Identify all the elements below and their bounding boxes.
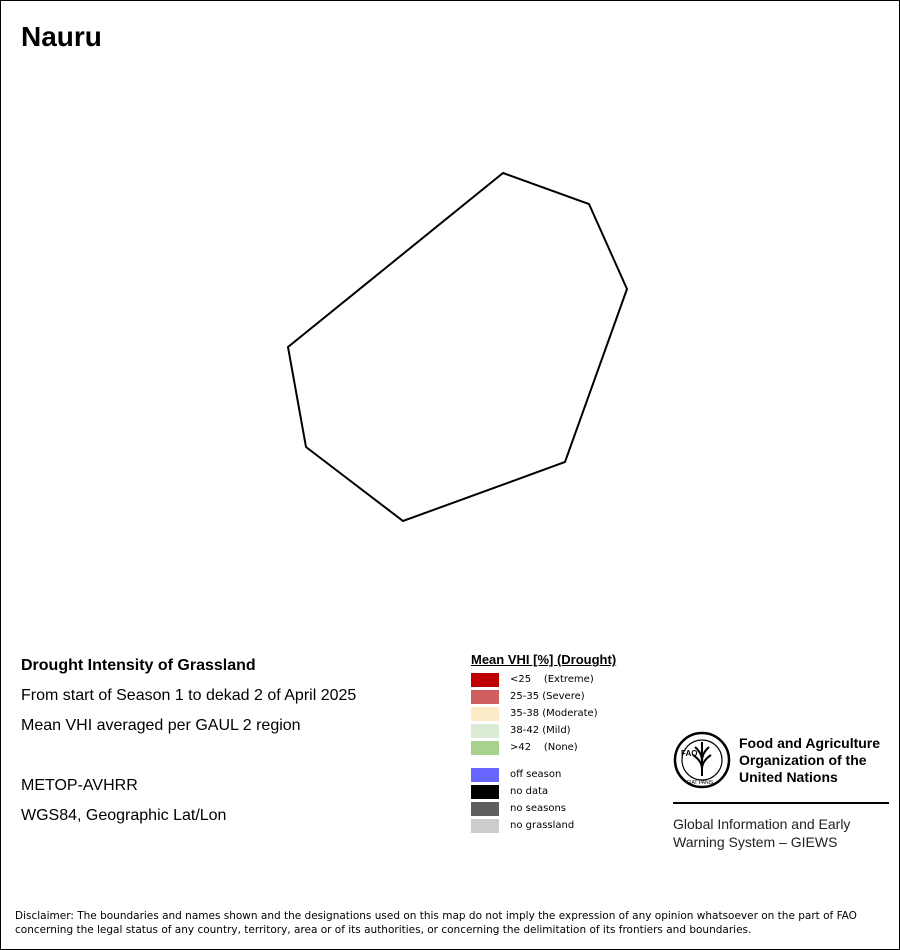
legend-item (471, 768, 671, 782)
legend-item (471, 690, 671, 704)
legend-label: no seasons (510, 803, 567, 814)
map-period: From start of Season 1 to dekad 2 of April 2025 (21, 687, 357, 704)
fao-logo-letters: FAO (681, 749, 698, 758)
legend-title: Mean VHI [%] (Drought) (471, 652, 617, 667)
legend-label: 38-42 (Mild) (510, 725, 571, 736)
fao-logo-icon (673, 731, 731, 789)
map-canvas (1, 1, 899, 641)
legend-swatch (471, 785, 499, 799)
legend-swatch (471, 819, 499, 833)
legend (471, 652, 671, 842)
legend-swatch (471, 802, 499, 816)
legend-swatch (471, 768, 499, 782)
map-sensor: METOP-AVHRR (21, 777, 138, 794)
legend-swatch (471, 707, 499, 721)
legend-swatch (471, 724, 499, 738)
legend-item (471, 724, 671, 738)
legend-swatch (471, 741, 499, 755)
legend-item (471, 741, 671, 755)
legend-item (471, 673, 671, 687)
legend-label: 35-38 (Moderate) (510, 708, 598, 719)
fao-divider (673, 802, 889, 804)
legend-swatch (471, 690, 499, 704)
nauru-boundary (288, 173, 627, 521)
legend-label: off season (510, 769, 562, 780)
map-subject-title: Drought Intensity of Grassland (21, 657, 256, 674)
giews-name: Global Information and Early Warning System – GIEWS (673, 816, 851, 850)
map-projection: WGS84, Geographic Lat/Lon (21, 807, 227, 824)
fao-organization-name: Food and Agriculture Organization of the United Nations (739, 735, 881, 785)
legend-swatch (471, 673, 499, 687)
legend-label: no grassland (510, 820, 575, 831)
fao-logo-motto: FIAT PANIS (687, 780, 714, 786)
legend-label: >42 (None) (510, 742, 578, 753)
legend-item (471, 785, 671, 799)
map-method: Mean VHI averaged per GAUL 2 region (21, 717, 301, 734)
legend-label: 25-35 (Severe) (510, 691, 585, 702)
legend-label: no data (510, 786, 549, 797)
legend-item (471, 802, 671, 816)
disclaimer: Disclaimer: The boundaries and names shown and the designations used on this map do not imply the expression of any opinion whatsoever on the part of FAO concerning the legal status of any country, territory, area or of its authorities, or concerning the delimitation of its frontiers and boundaries. (15, 910, 857, 936)
legend-label: <25 (Extreme) (510, 674, 594, 685)
country-title: Nauru (21, 21, 102, 52)
legend-item (471, 819, 671, 833)
fao-branding (673, 731, 889, 856)
legend-item (471, 707, 671, 721)
